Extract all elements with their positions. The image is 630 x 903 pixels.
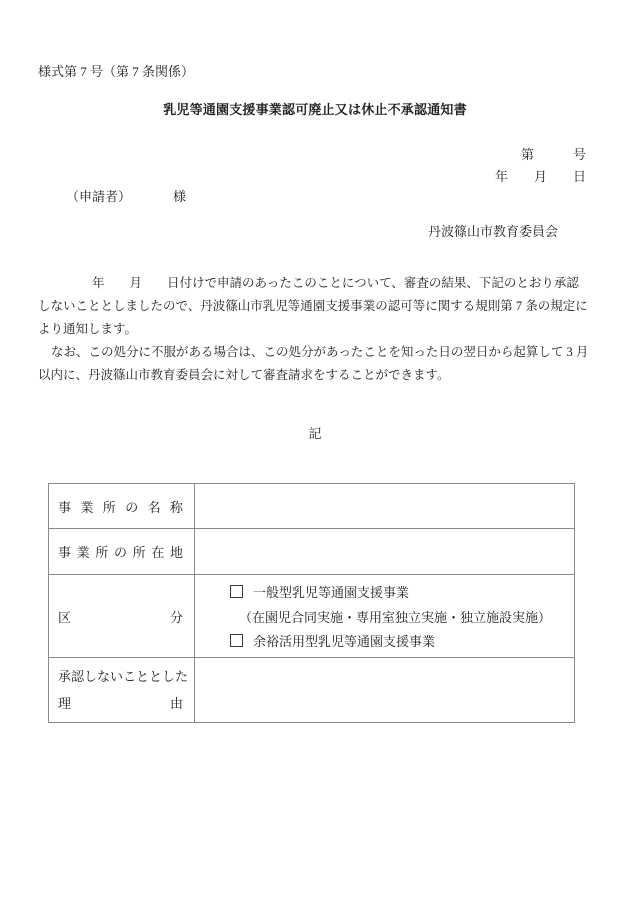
table-row-category xyxy=(49,574,574,657)
business-address-label: 事業所の所在地 xyxy=(58,545,183,560)
body-paragraph1-line3: より通知します。 xyxy=(38,322,138,336)
checkbox-icon-surplus[interactable] xyxy=(230,634,243,647)
business-address-value-cell[interactable] xyxy=(195,529,574,574)
applicant-label: （申請者） xyxy=(66,189,132,204)
category-option-general-note: （在園児合同実施・専用室独立実施・独立施設実施） xyxy=(239,609,552,625)
business-name-label-cell xyxy=(49,484,195,528)
table-row-business-address xyxy=(49,528,574,574)
record-marker: 記 xyxy=(308,426,322,441)
applicant-line xyxy=(66,186,186,205)
issuer-name: 丹波篠山市教育委員会 xyxy=(427,224,558,239)
document-date-line: 年 月 日 xyxy=(494,169,586,184)
table-row-reason xyxy=(49,657,574,722)
document-number-line: 第 号 xyxy=(520,147,586,162)
body-paragraph1-line1: 年 月 日付けで申請のあったこのことについて、審査の結果、下記のとおり承認 xyxy=(92,276,579,290)
form-number: 様式第 7 号（第 7 条関係） xyxy=(38,64,195,79)
form-table xyxy=(48,483,575,723)
category-option-surplus-label: 余裕活用型乳児等通園支援事業 xyxy=(253,634,436,649)
category-label-cell xyxy=(49,575,195,657)
category-options-cell xyxy=(195,575,574,657)
document-title: 乳児等通園支援事業認可廃止又は休止不承認通知書 xyxy=(163,102,467,117)
category-option-surplus xyxy=(195,630,574,655)
reason-label-line2: 理由 xyxy=(58,696,183,711)
applicant-honorific: 様 xyxy=(173,189,187,204)
reason-label-cell xyxy=(49,658,195,722)
body-paragraph2-line1: なお、この処分に不服がある場合は、この処分があったことを知った日の翌日から起算して 3 月 xyxy=(51,345,589,359)
reason-label-line1: 承認しないこととした xyxy=(58,669,189,684)
body-paragraph1-line2: しないこととしましたので、丹波篠山市乳児等通園支援事業の認可等に関する規則第 7 条の規定に xyxy=(38,299,588,313)
table-row-business-name xyxy=(49,484,574,528)
category-label: 区分 xyxy=(58,609,183,625)
category-option-general xyxy=(195,581,574,606)
reason-value-cell[interactable] xyxy=(195,658,574,722)
business-address-label-cell xyxy=(49,529,195,574)
checkbox-icon-general[interactable] xyxy=(230,585,243,598)
business-name-value-cell[interactable] xyxy=(195,484,574,528)
body-paragraph2-line2: 以内に、丹波篠山市教育委員会に対して審査請求をすることができます。 xyxy=(38,368,450,382)
category-option-general-label: 一般型乳児等通園支援事業 xyxy=(253,585,410,600)
body-text xyxy=(38,272,598,387)
business-name-label: 事業所の名称 xyxy=(58,499,183,515)
